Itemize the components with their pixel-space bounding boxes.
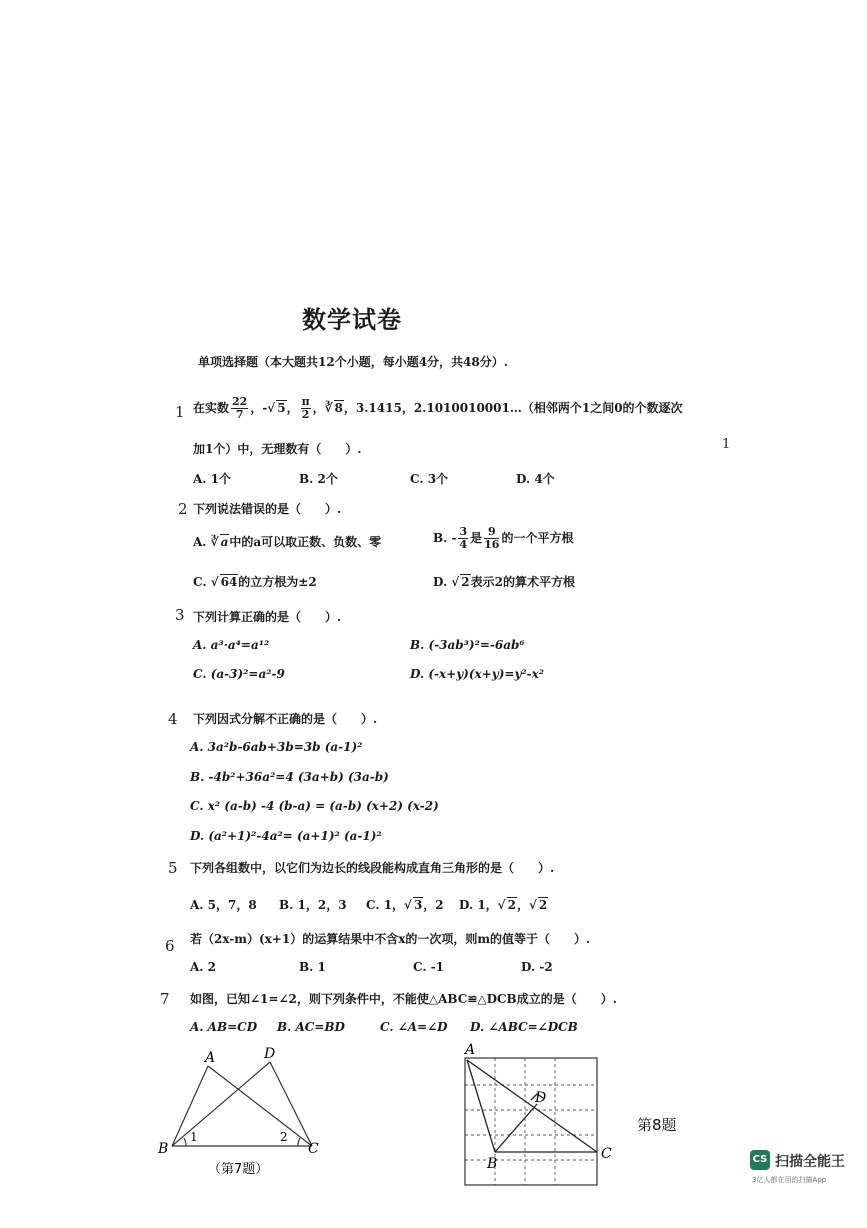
fig7-line-ac — [208, 1066, 312, 1146]
question-6-option-b[interactable]: B. 1 — [299, 960, 326, 974]
fig8-label-c: C — [601, 1146, 612, 1162]
fig8-line-bd — [495, 1104, 537, 1152]
fig7-angle-2: 2 — [280, 1130, 288, 1144]
question-6-stem: 若（2x-m）(x+1）的运算结果中不含x的一次项，则m的值等于（ ）. — [190, 932, 591, 946]
section-heading: 单项选择题（本大题共12个小题，每小题4分，共48分）. — [198, 355, 508, 369]
question-5-option-d[interactable]: D. 1，√ 2，√ 2 — [459, 898, 548, 912]
question-6-option-a[interactable]: A. 2 — [190, 960, 217, 974]
question-3-stem: 下列计算正确的是（ ）. — [193, 610, 342, 624]
question-1-option-d[interactable]: D. 4个 — [516, 472, 555, 486]
question-4-option-d[interactable]: D. (a²+1)²-4a²= (a+1)² (a-1)² — [190, 829, 382, 843]
question-2-option-a[interactable]: A. ∛ a中的a可以取正数、负数、零 — [193, 535, 382, 549]
fig8-line-ab — [467, 1060, 495, 1152]
fig8-label-b: B — [487, 1156, 498, 1172]
fig7-label-b: B — [158, 1141, 169, 1157]
question-4-option-c[interactable]: C. x² (a-b) -4 (b-a) = (a-b) (x+2) (x-2) — [190, 799, 439, 813]
question-1-stem: 在实数 $\frac{22}{7}$ ，-√ 5， $\frac{\pi}{2}$ ，∛ 8，3.1415，2.1010010001…（相邻两个1之间0的个数逐次 — [193, 395, 683, 421]
fig7-angle-1-arc — [184, 1138, 186, 1146]
question-7-option-d[interactable]: D. ∠ABC=∠DCB — [470, 1020, 578, 1034]
side-mark: 1 — [722, 437, 731, 452]
brand-logo-icon: CS — [750, 1150, 770, 1170]
question-5-number: 5 — [168, 859, 178, 877]
question-2-option-b[interactable]: B. - $\frac{3}{4}$ 是 $\frac{9}{16}$ 的一个平方根 — [433, 525, 574, 551]
question-1-option-b[interactable]: B. 2个 — [299, 472, 338, 486]
question-5-option-a[interactable]: A. 5，7，8 — [190, 898, 257, 912]
question-4-number: 4 — [168, 710, 178, 728]
question-6-number: 6 — [165, 937, 175, 955]
question-4-option-b[interactable]: B. -4b²+36a²=4 (3a+b) (3a-b) — [190, 770, 389, 784]
figure-7 — [150, 1040, 330, 1180]
fig8-label-d: D — [535, 1090, 547, 1106]
brand-name: 扫描全能王 — [775, 1154, 845, 1170]
question-1-number: 1 — [175, 403, 185, 421]
question-3-option-d[interactable]: D. (-x+y)(x+y)=y²-x² — [410, 667, 545, 681]
question-4-stem: 下列因式分解不正确的是（ ）. — [193, 712, 378, 726]
question-5-option-b[interactable]: B. 1，2，3 — [279, 898, 347, 912]
question-6-option-c[interactable]: C. -1 — [413, 960, 445, 974]
fig7-angle-2-arc — [298, 1138, 300, 1146]
question-2-option-c[interactable]: C. √ 64的立方根为±2 — [193, 575, 317, 589]
question-5-option-c[interactable]: C. 1，√ 3，2 — [366, 898, 444, 912]
question-3-option-b[interactable]: B. (-3ab³)²=-6ab⁶ — [410, 638, 525, 652]
fig7-label-d: D — [264, 1046, 276, 1062]
question-3-number: 3 — [175, 606, 185, 624]
question-7-number: 7 — [160, 990, 170, 1008]
question-1-stem-line2: 加1个）中，无理数有（ ）. — [193, 442, 362, 456]
question-2-option-d[interactable]: D. √ 2表示2的算术平方根 — [433, 575, 575, 589]
question-5-stem: 下列各组数中，以它们为边长的线段能构成直角三角形的是（ ）. — [190, 861, 555, 875]
fig7-label-c: C — [308, 1141, 319, 1157]
fig8-grid — [465, 1058, 597, 1185]
fig7-line-bd — [172, 1062, 270, 1146]
fig8-line-ac — [467, 1060, 597, 1152]
fig7-label-a: A — [205, 1050, 216, 1066]
fig7-angle-1: 1 — [190, 1130, 198, 1144]
question-6-option-d[interactable]: D. -2 — [521, 960, 553, 974]
fig7-line-dc — [270, 1062, 312, 1146]
question-3-option-c[interactable]: C. (a-3)²=a²-9 — [193, 667, 285, 681]
fig8-label-a: A — [465, 1042, 476, 1058]
page-title: 数学试卷 — [302, 306, 402, 334]
question-7-option-a[interactable]: A. AB=CD — [190, 1020, 258, 1034]
question-7-stem: 如图，已知∠1=∠2，则下列条件中，不能使△ABC≌△DCB成立的是（ ）. — [190, 992, 617, 1006]
fig8-border — [465, 1058, 597, 1185]
question-7-option-b[interactable]: B. AC=BD — [277, 1020, 345, 1034]
question-2-number: 2 — [178, 500, 188, 518]
question-3-option-a[interactable]: A. a³·a⁴=a¹² — [193, 638, 270, 652]
figure-8 — [455, 1040, 615, 1190]
question-2-stem: 下列说法错误的是（ ）. — [193, 502, 342, 516]
brand-tagline: 3亿人都在用的扫描App — [752, 1176, 827, 1184]
question-1-option-c[interactable]: C. 3个 — [410, 472, 449, 486]
question-1-option-a[interactable]: A. 1个 — [193, 472, 232, 486]
question-7-option-c[interactable]: C. ∠A=∠D — [380, 1020, 448, 1034]
fig7-caption: （第7题） — [208, 1162, 269, 1177]
question-4-option-a[interactable]: A. 3a²b-6ab+3b=3b (a-1)² — [190, 740, 363, 754]
fig8-caption: 第8题 — [637, 1116, 677, 1134]
